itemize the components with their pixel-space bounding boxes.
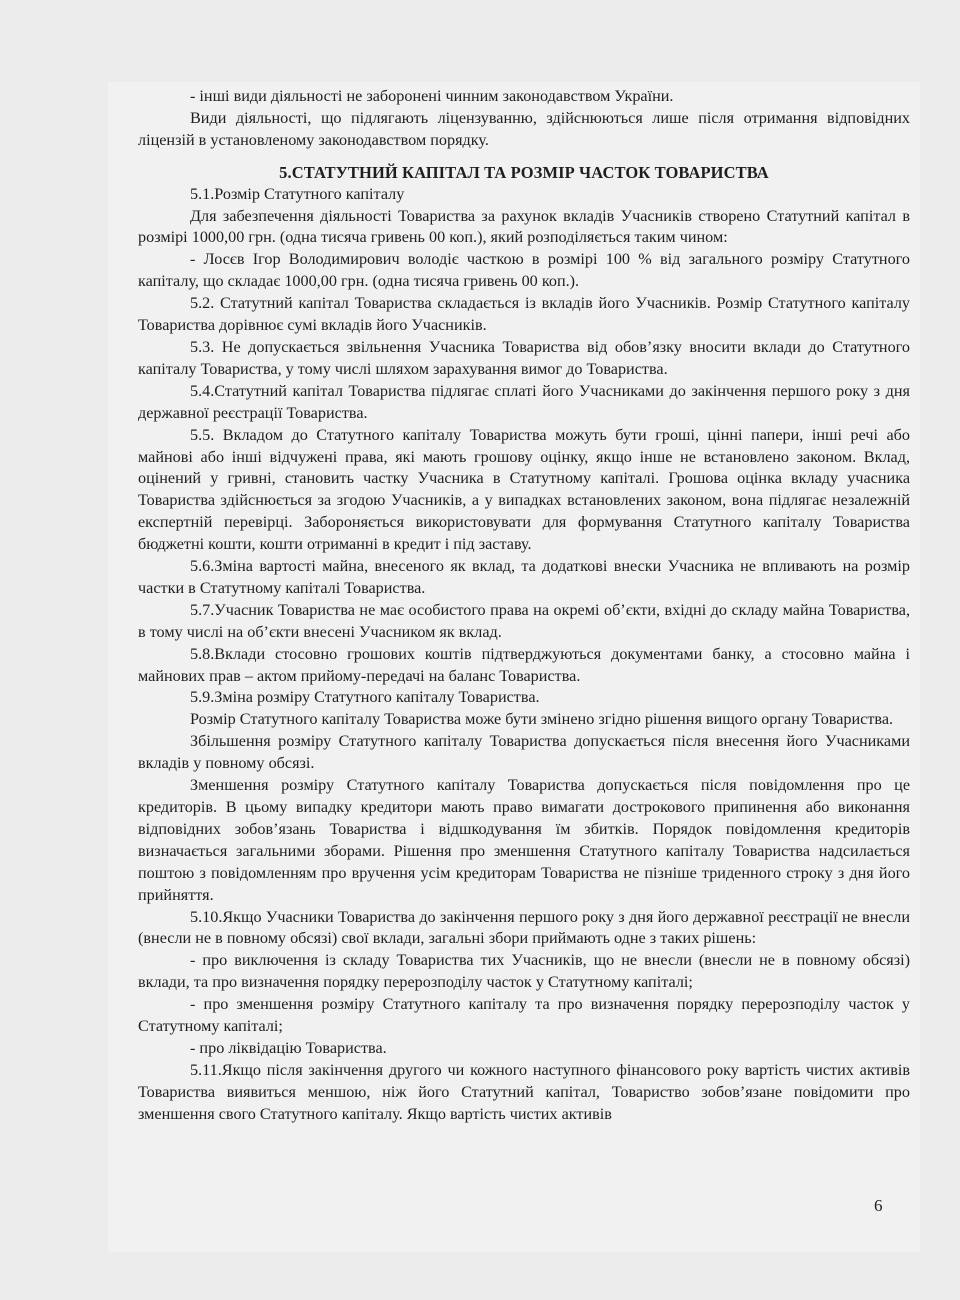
paragraph-5-2: 5.2. Статутний капітал Товариства складається із вкладів його Учасників. Розмір Статутного капіталу Товариства дорівнює сумі вкладів його Учасників. — [138, 294, 910, 335]
paragraph-5-10-option-1: - про виключення із складу Товариства тих Учасників, що не внесли (внесли не в повному обсязі) вклади, та про визначення порядку перерозподілу часток у Статутному капіталі; — [138, 951, 910, 992]
paragraph-5-10: 5.10.Якщо Учасники Товариства до закінчення першого року з дня його державної реєстрації не внесли (внесли не в повному обсязі) свої вклади, загальні збори приймають одне з таких рішень: — [138, 907, 910, 948]
paragraph-5-5: 5.5. Вкладом до Статутного капіталу Товариства можуть бути гроші, цінні папери, інші речі або майнові або інші відчужені права, які мають грошову оцінку, якщо інше не встановлено законом. Вклад, оцінений у гривні, становить частку Учасника в Статутному капіталі. Грошова оцінка вкладу учасника Товариства здійснюється за згодою Учасників, а у випадках встановлених законом, вона підлягає незалежній експертній перевірці. Забороняється використовувати для формування Статутного капіталу Товариства бюджетні кошти, кошти отриманні в кредит і під заставу. — [138, 425, 910, 554]
paragraph-5-10-option-2: - про зменшення розміру Статутного капіталу та про визначення порядку перерозподілу часток у Статутному капіталі; — [138, 995, 910, 1036]
paragraph-5-8: 5.8.Вклади стосовно грошових коштів підтверджуються документами банку, а стосовно майна і майнових прав – актом прийому-передачі на баланс Товариства. — [138, 644, 910, 685]
paragraph-5-11: 5.11.Якщо після закінчення другого чи кожного наступного фінансового року вартість чистих активів Товариства виявиться меншою, ніж його Статутний капітал, Товариство зобов’язане повідомити про зменшення свого Статутного капіталу. Якщо вартість чистих активів — [138, 1060, 910, 1123]
paragraph-participant-share: - Лосєв Ігор Володимирович володіє часткою в розмірі 100 % від загального розміру Статутного капіталу, що складає 1000,00 грн. (одна тисяча гривень 00 коп.). — [138, 250, 910, 291]
paragraph-5-1: 5.1.Розмір Статутного капіталу — [190, 184, 405, 203]
page-number: 6 — [874, 1196, 883, 1215]
paragraph-5-4: 5.4.Статутний капітал Товариства підлягає сплаті його Учасниками до закінчення першого року з дня державної реєстрації Товариства. — [138, 381, 910, 422]
intro-line-1: - інші види діяльності не заборонені чинним законодавством України. — [190, 87, 674, 105]
paragraph-5-9-decrease: Зменшення розміру Статутного капіталу Товариства допускається після повідомлення про це кредиторів. В цьому випадку кредитори мають право вимагати дострокового припинення або виконання відповідних зобов’язань Товариства і відшкодування їм збитків. Порядок повідомлення кредиторів визначається загальними зборами. Рішення про зменшення Статутного капіталу Товариства надсилається поштою з повідомленням про вручення усім кредиторам Товариства не пізніше триденного строку з дня його прийняття. — [138, 776, 910, 904]
intro-line-2: Види діяльності, що підлягають ліцензуванню, здійснюються лише після отримання відповідних ліцензій в установленому законодавством порядку. — [138, 108, 910, 149]
section-heading: 5.СТАТУТНИЙ КАПІТАЛ ТА РОЗМІР ЧАСТОК ТОВАРИСТВА — [279, 162, 769, 182]
paragraph-5-3: 5.3. Не допускається звільнення Учасника Товариства від обов’язку вносити вклади до Статутного капіталу Товариства, у тому числі шляхом зарахування вимог до Товариства. — [138, 337, 910, 378]
paragraph-5-9-change: Розмір Статутного капіталу Товариства може бути змінено згідно рішення вищого органу Товариства. — [190, 710, 894, 729]
paragraph-5-1-text: Для забезпечення діяльності Товариства за рахунок вкладів Учасників створено Статутний капітал в розмірі 1000,00 грн. (одна тисяча гривень 00 коп.), який розподіляється таким чином: — [138, 206, 910, 247]
paragraph-5-10-option-3: - про ліквідацію Товариства. — [190, 1038, 387, 1057]
paragraph-5-9: 5.9.Зміна розміру Статутного капіталу Товариства. — [190, 688, 540, 707]
document-page — [108, 82, 920, 1252]
paragraph-5-7: 5.7.Учасник Товариства не має особистого права на окремі об’єкти, вхідні до складу майна Товариства, в тому числі на об’єкти внесені Учасником як вклад. — [138, 600, 910, 641]
paragraph-5-9-increase: Збільшення розміру Статутного капіталу Товариства допускається після внесення його Учасниками вкладів у повному обсязі. — [138, 732, 910, 773]
paragraph-5-6: 5.6.Зміна вартості майна, внесеного як вклад, та додаткові внески Учасника не впливають на розмір частки в Статутному капіталі Товариства. — [138, 557, 910, 597]
